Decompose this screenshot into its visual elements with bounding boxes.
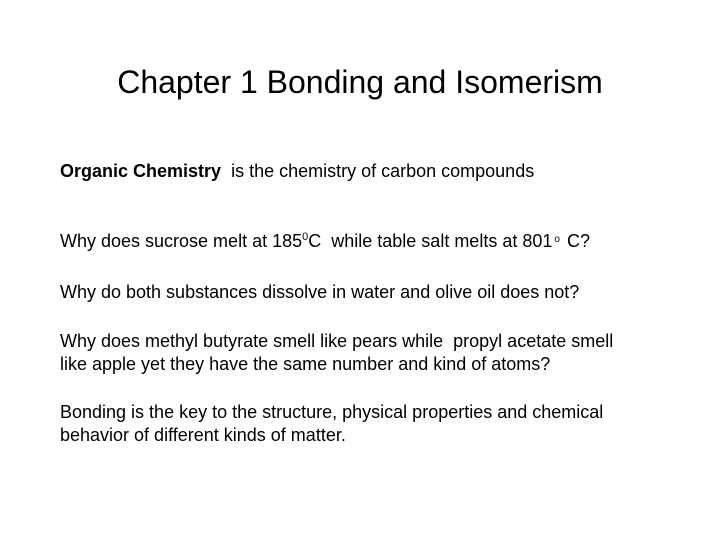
conclusion-line2: behavior of different kinds of matter. (60, 425, 346, 445)
q1-part2: C while table salt melts at 801 (308, 231, 553, 251)
intro-paragraph (60, 160, 534, 183)
question-smell (60, 330, 613, 376)
q3-line2: like apple yet they have the same number and kind of atoms? (60, 354, 551, 374)
intro-term: Organic Chemistry (60, 161, 222, 181)
conclusion-paragraph (60, 401, 603, 447)
q1-superscript-2: o (554, 234, 560, 245)
question-solubility: Why do both substances dissolve in water and olive oil does not? (60, 282, 580, 302)
conclusion-line1: Bonding is the key to the structure, physical properties and chemical (60, 402, 604, 422)
slide-title: Chapter 1 Bonding and Isomerism (117, 64, 603, 100)
question-melting-point (60, 230, 590, 253)
q3-line1: Why does methyl butyrate smell like pears while propyl acetate smell (60, 331, 614, 351)
intro-text: is the chemistry of carbon compounds (221, 161, 535, 181)
q1-part3: C? (561, 231, 590, 251)
q1-superscript-1: 0 (302, 231, 309, 243)
q1-part1: Why does sucrose melt at 185 (60, 231, 303, 251)
